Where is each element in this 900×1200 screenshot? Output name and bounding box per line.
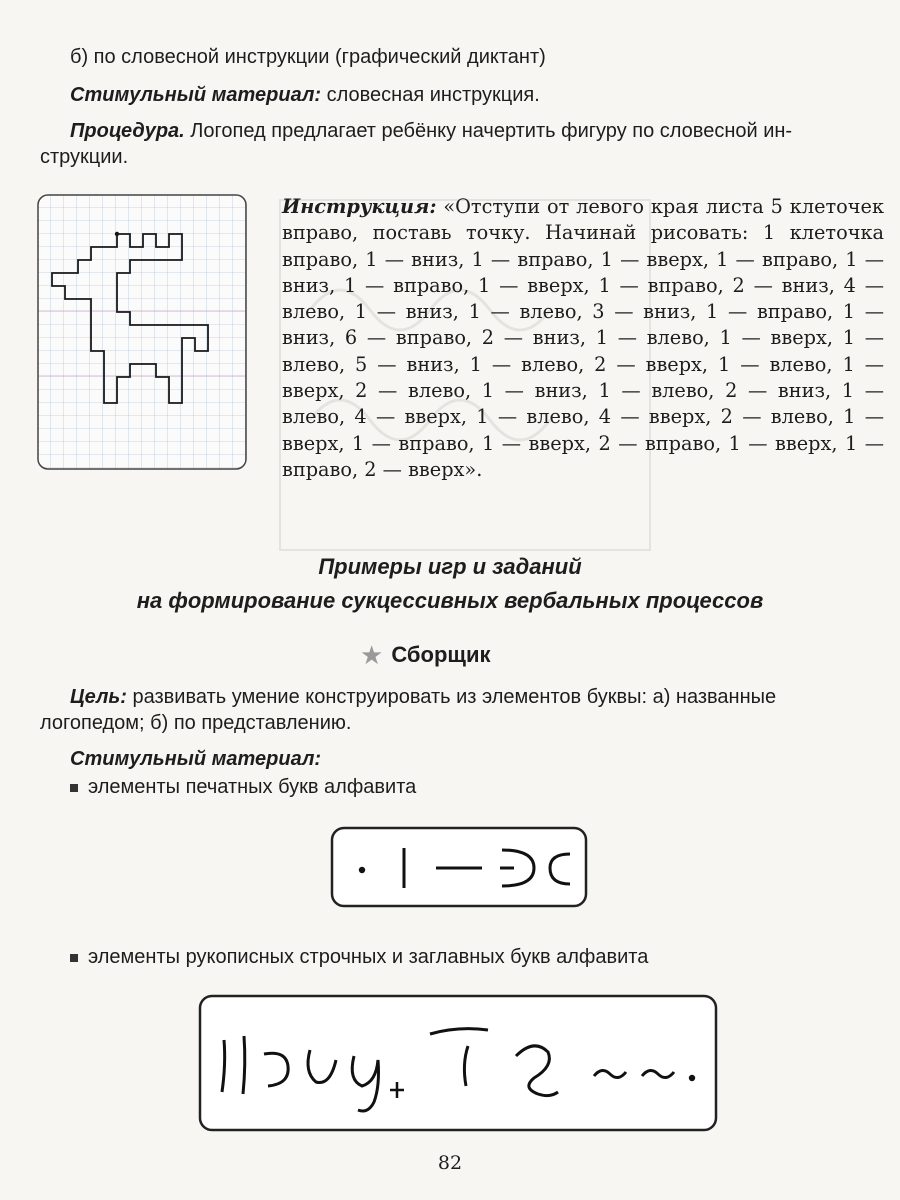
line-b-text: б) по словесной инструкции (графический диктант)	[70, 46, 546, 68]
goal-line-2: логопедом; б) по представлению.	[40, 712, 352, 734]
stimul-label: Стимульный материал:	[70, 84, 322, 106]
goal-label: Цель:	[70, 686, 127, 708]
instruction-paragraph	[282, 194, 884, 483]
bullet-text-printed: элементы печатных букв алфавита	[88, 776, 417, 798]
section-title-line-2: на формирование сукцессивных вербальных процессов	[136, 588, 764, 613]
bullet-icon	[70, 954, 78, 962]
procedure-text-1: Логопед предлагает ребёнку начертить фигуру по словесной ин-	[184, 120, 793, 142]
procedure-line-2: струкции.	[40, 146, 129, 168]
handwritten-elements-box	[198, 994, 718, 1132]
graph-paper-figure	[37, 194, 247, 470]
goal-line-1	[70, 684, 776, 710]
procedure-label: Процедура.	[70, 120, 185, 142]
printed-elements-box	[330, 826, 588, 908]
instruction-label: Инструкция:	[282, 195, 437, 218]
procedure-line-1	[70, 118, 792, 144]
star-icon: ★	[360, 640, 384, 670]
section-title-line-1: Примеры игр и заданий	[318, 554, 582, 579]
bullet-item-handwritten	[70, 944, 648, 970]
stimul-material-label-2: Стимульный материал:	[70, 748, 322, 770]
stimul-material-line	[70, 82, 540, 108]
bullet-item-printed	[70, 774, 416, 800]
goal-text-1: развивать умение конструировать из элементов буквы: а) названные	[126, 686, 777, 708]
bullet-icon	[70, 784, 78, 792]
stimul-text: словесная инструкция.	[321, 84, 540, 106]
instruction-text: «Отступи от левого края листа 5 клеточек вправо, поставь точку. Начинай рисовать: 1 клеточка вправо, 1 — вниз, 1 — вправо, 1 — вверх, 1 — вправо, 1 — вниз, 1 — вправо, 1 — вверх, 1 — вправо, 2 — вниз, 4 — влево, 1 — вниз, 1 — влево, 3 — вниз, 1 — вправо, 1 — вниз, 6 — вправо, 2 — вниз, 1 — влево, 1 — вверх, 1 — влево, 5 — вниз, 1 — влево, 2 — вверх, 1 — влево, 1 — вверх, 2 — влево, 1 — вниз, 1 — влево, 2 — вниз, 1 — влево, 4 — вверх, 1 — влево, 4 — вверх, 2 — влево, 1 — вверх, 1 — вправо, 1 — вверх, 2 — вправо, 1 — вверх, 1 — вправо, 2 — вверх».	[282, 195, 884, 481]
game-heading	[360, 642, 490, 668]
page-number: 82	[437, 1152, 463, 1174]
bullet-text-handwritten: элементы рукописных строчных и заглавных букв алфавита	[88, 946, 649, 968]
game-title: Сборщик	[391, 642, 491, 667]
